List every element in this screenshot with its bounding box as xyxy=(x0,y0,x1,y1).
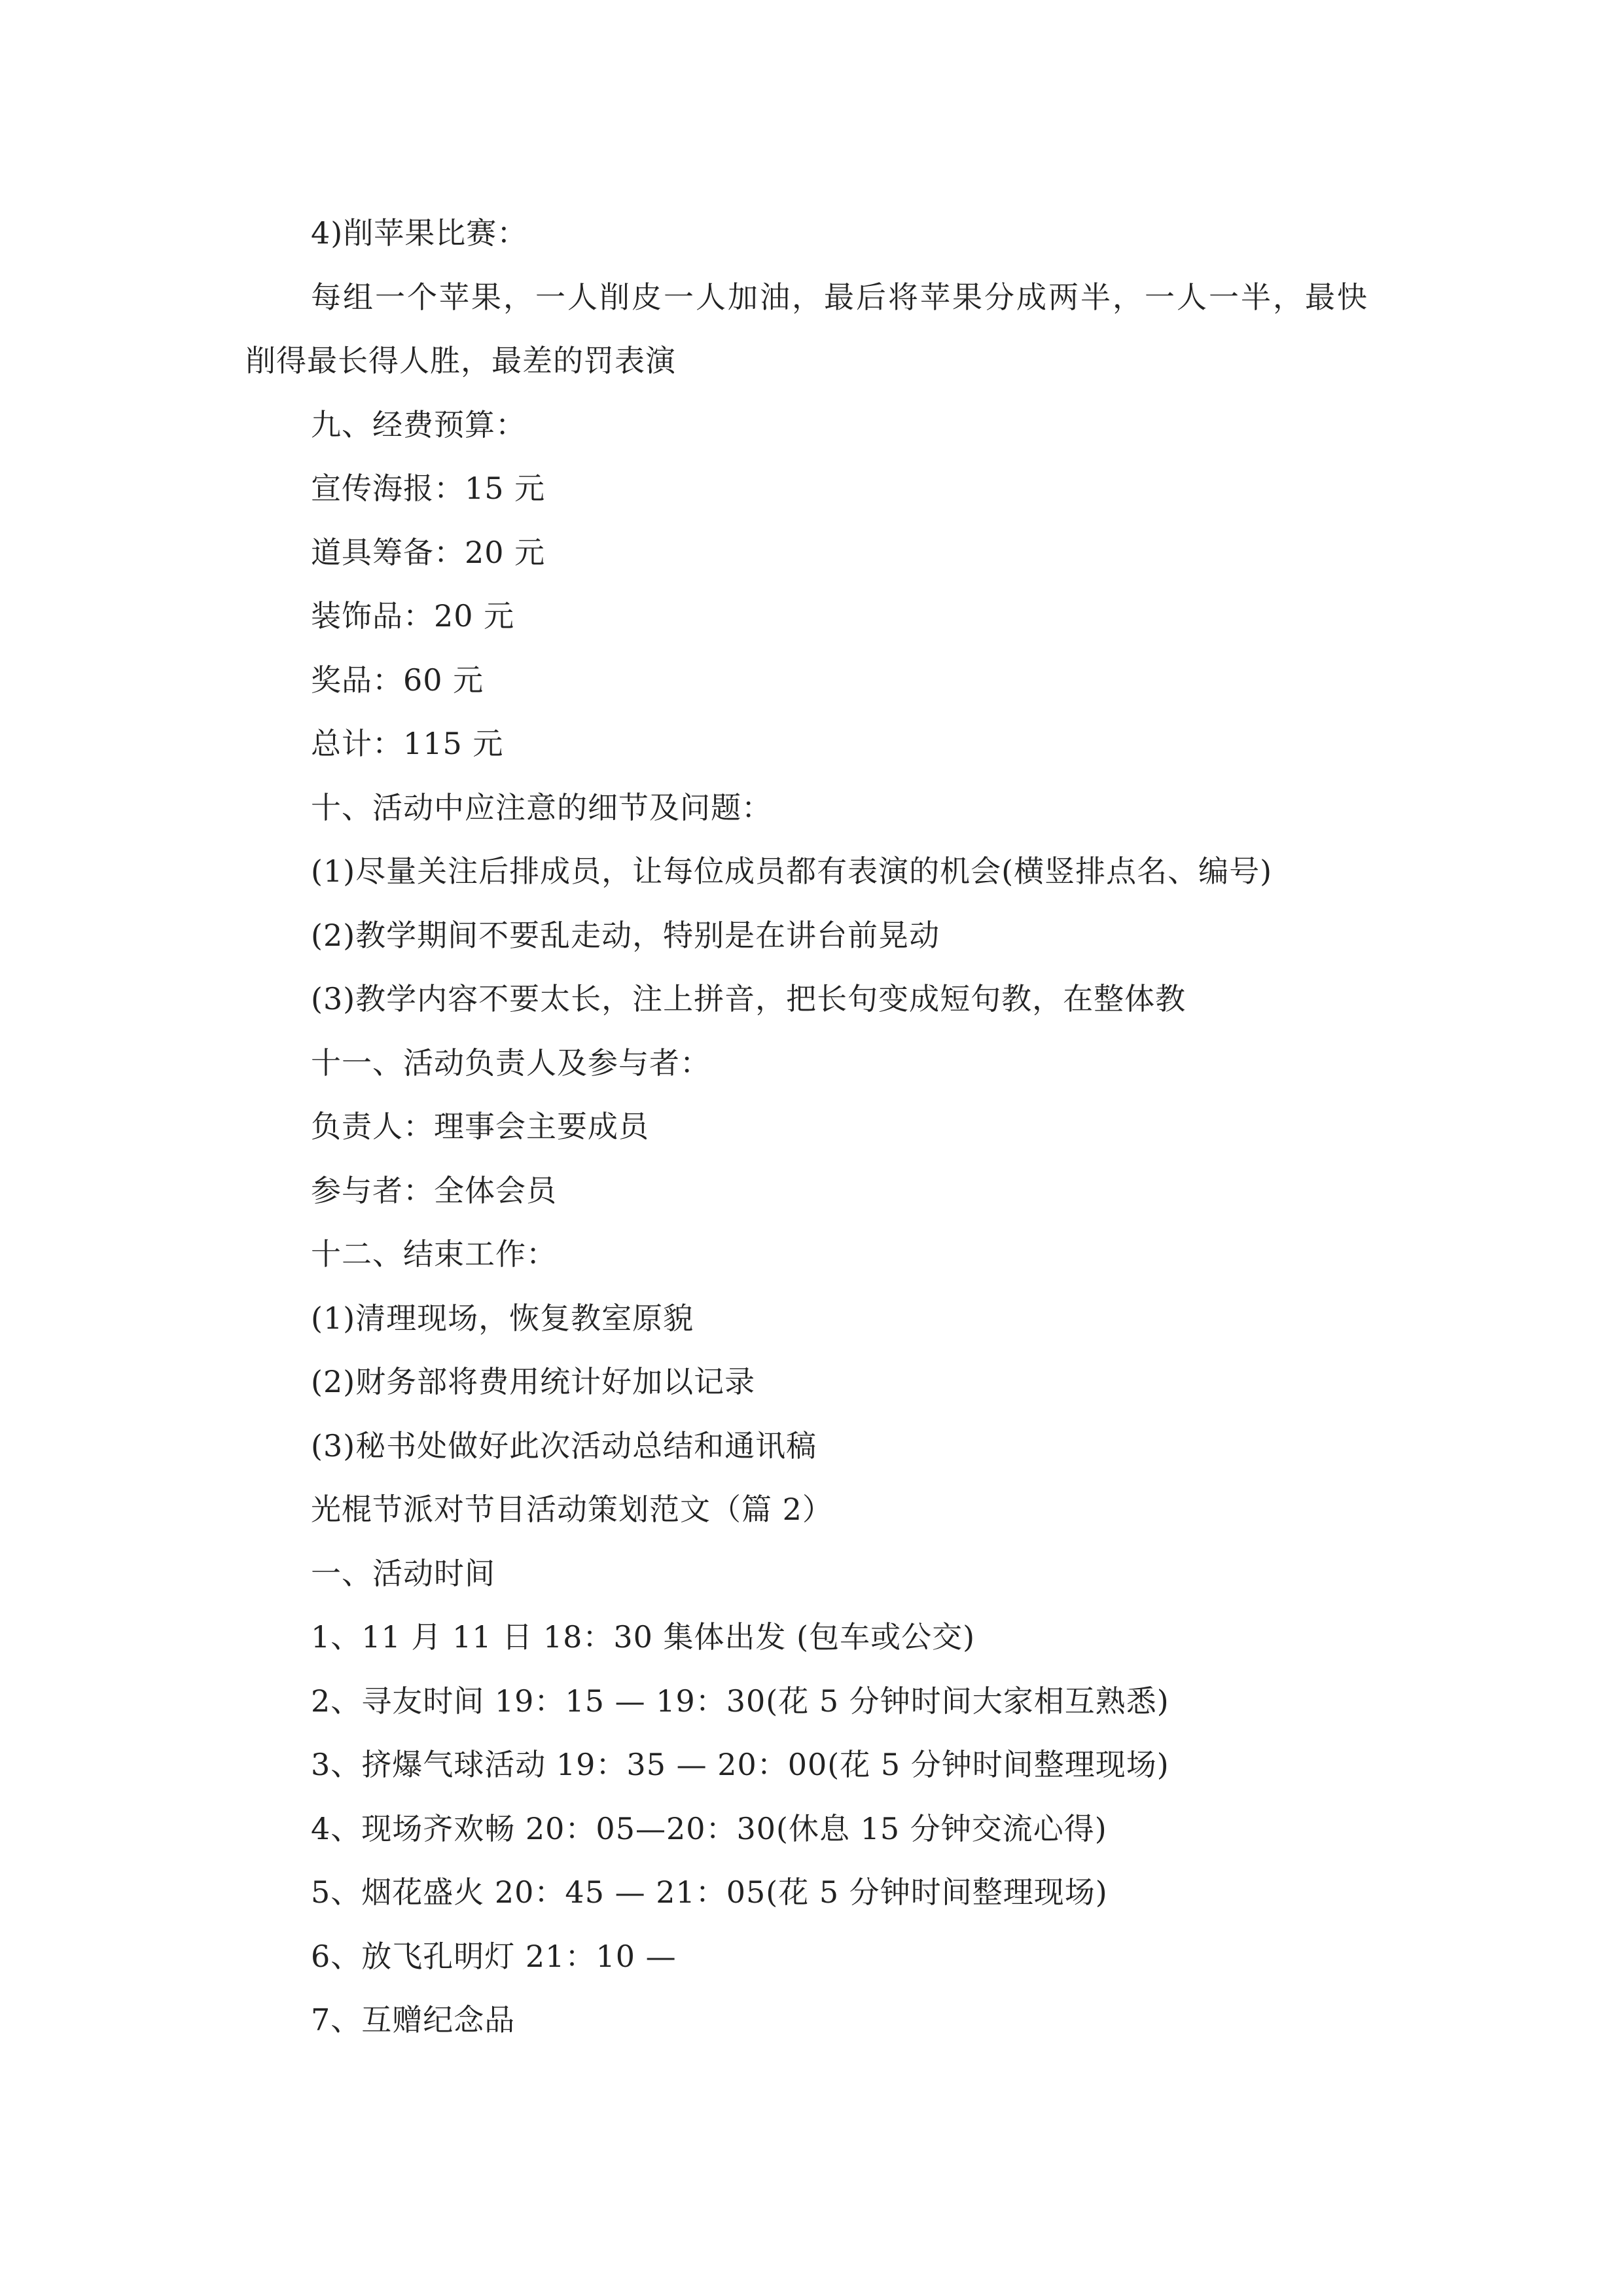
section-heading: 一、活动时间 xyxy=(311,1555,495,1591)
budget-item: 奖品：60 元 xyxy=(311,662,484,698)
list-item: (2)教学期间不要乱走动，特别是在讲台前晃动 xyxy=(311,917,940,953)
budget-item: 装饰品：20 元 xyxy=(311,598,515,634)
budget-item: 道具筹备：20 元 xyxy=(311,534,546,570)
list-item: 负责人：理事会主要成员 xyxy=(311,1109,649,1144)
budget-item: 宣传海报：15 元 xyxy=(311,471,546,506)
schedule-item: 1、11 月 11 日 18：30 集体出发 (包车或公交) xyxy=(311,1619,976,1655)
schedule-item: 2、寻友时间 19：15 — 19：30(花 5 分钟时间大家相互熟悉) xyxy=(311,1683,1169,1719)
schedule-item: 5、烟花盛火 20：45 — 21：05(花 5 分钟时间整理现场) xyxy=(311,1874,1108,1910)
paragraph-line: 4)削苹果比赛： xyxy=(311,215,528,251)
paragraph-line: 每组一个苹果，一人削皮一人加油，最后将苹果分成两半，一人一半，最快 xyxy=(311,279,1369,315)
section-heading: 十、活动中应注意的细节及问题： xyxy=(311,789,772,825)
schedule-item: 4、现场齐欢畅 20：05—20：30(休息 15 分钟交流心得) xyxy=(311,1810,1107,1846)
paragraph-line: 削得最长得人胜，最差的罚表演 xyxy=(245,343,676,378)
article-title: 光棍节派对节目活动策划范文（篇 2） xyxy=(311,1492,833,1527)
list-item: (1)尽量关注后排成员，让每位成员都有表演的机会(横竖排点名、编号) xyxy=(311,853,1273,889)
section-heading: 十一、活动负责人及参与者： xyxy=(311,1045,711,1081)
schedule-item: 3、挤爆气球活动 19：35 — 20：00(花 5 分钟时间整理现场) xyxy=(311,1747,1169,1782)
section-heading: 九、经费预算： xyxy=(311,406,526,442)
section-heading: 十二、结束工作： xyxy=(311,1236,557,1272)
list-item: 参与者：全体会员 xyxy=(311,1172,557,1208)
budget-total: 总计：115 元 xyxy=(311,726,504,761)
schedule-item: 6、放飞孔明灯 21：10 — xyxy=(311,1938,677,1974)
list-item: (3)教学内容不要太长，注上拼音，把长句变成短句教，在整体教 xyxy=(311,981,1186,1016)
list-item: (2)财务部将费用统计好加以记录 xyxy=(311,1364,756,1399)
list-item: (1)清理现场，恢复教室原貌 xyxy=(311,1300,694,1336)
list-item: (3)秘书处做好此次活动总结和通讯稿 xyxy=(311,1427,817,1463)
document-body xyxy=(245,202,1384,2053)
schedule-item: 7、互赠纪念品 xyxy=(311,2002,516,2037)
